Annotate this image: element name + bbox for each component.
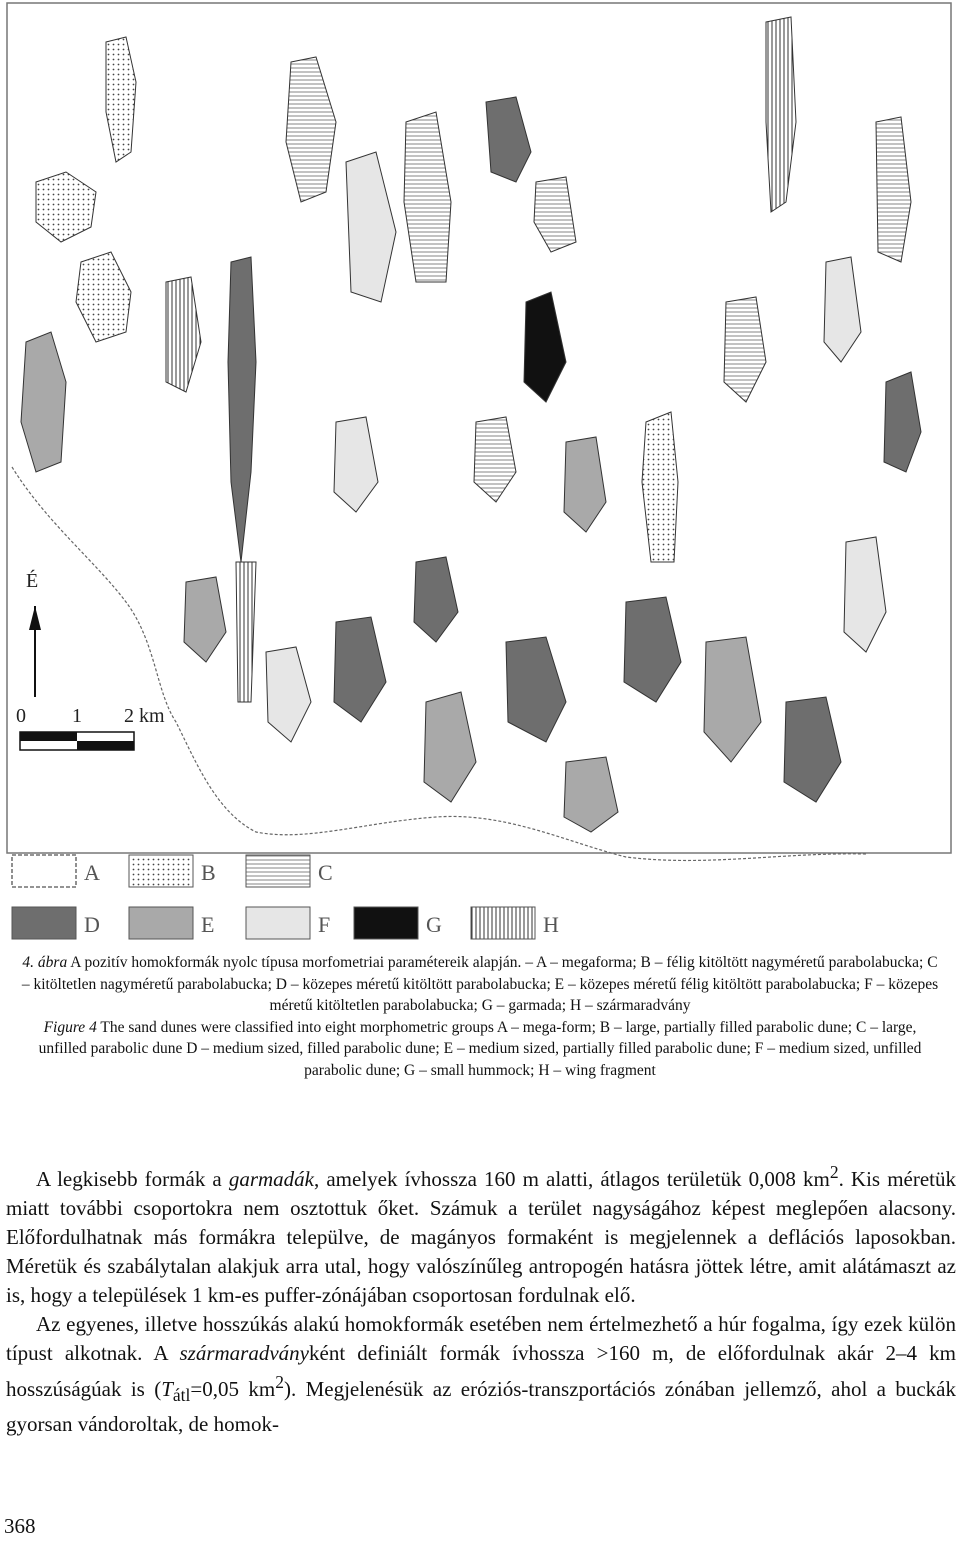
scale-label-0: 0 xyxy=(16,705,26,727)
caption-english xyxy=(20,1017,940,1082)
north-arrow xyxy=(26,569,41,697)
p1-italic-term: garmadák xyxy=(228,1167,314,1191)
p2-italic-term: szármaradvány xyxy=(179,1341,309,1365)
caption-en-text: The sand dunes were classified into eight morphometric groups A – mega-form; B – large, partially filled parabolic dune; C – large, unfilled parabolic dune D – medium sized, filled parabolic dune; E – medium sized, partially filled parabolic dune; F – medium sized, unfilled parabolic dune; G – small hummock; H – wing fragment xyxy=(38,1018,922,1079)
paragraph-1 xyxy=(6,1158,956,1310)
page-number: 368 xyxy=(4,1514,36,1538)
p2-text-b: ként definiált formák ívhossza >160 m, de előfordulnak akár 2–4 km hosszúságúak is ( xyxy=(6,1341,956,1401)
caption-en-label: Figure 4 xyxy=(43,1018,97,1036)
p2-italic-t: T xyxy=(161,1377,173,1401)
scale-label-2: 2 km xyxy=(124,705,165,727)
scale-label-1: 1 xyxy=(72,705,82,727)
legend-letter-h: H xyxy=(543,912,559,937)
figure-caption xyxy=(20,952,940,1081)
p1-text-c: . Kis méretük miatt további csoportokra nem osztottuk őket. Számuk a terület nagyságához képest meglepően alacsony. Előfordulhatnak más formákra települve, de magányos formaként is megjelennek a deflációs laposokban. Méretük és szabálytalan alakjuk arra utal, hogy valószínűleg antropogén hatásra jöttek létre, amit alátámaszt az is, hogy a települések 1 km-es puffer-zónájában csoportosan fordulnak elő. xyxy=(6,1167,956,1307)
north-label: É xyxy=(26,570,39,592)
legend-letter-e: E xyxy=(201,912,215,937)
body-text xyxy=(6,1158,956,1439)
p2-text-a: Az egyenes, illetve hosszúkás alakú homokformák esetében nem értelmezhető a húr fogalma, így ezek külön típust alkotnak. A xyxy=(6,1312,956,1365)
dune-classification-map xyxy=(6,2,952,942)
map-legend xyxy=(12,855,559,939)
p2-text-d: ). Megjelenésük az eróziós-transzportációs zónában jellemző, ahol a buckák gyorsan vándoroltak, de homok- xyxy=(6,1377,956,1437)
legend-letter-b: B xyxy=(201,860,216,885)
caption-hu-label: 4. ábra xyxy=(22,954,68,971)
caption-hungarian xyxy=(20,952,940,1017)
p1-text-b: , amelyek ívhossza 160 m alatti, átlagos területük 0,008 km xyxy=(314,1167,830,1191)
p1-text-a: A legkisebb formák a xyxy=(36,1167,229,1191)
legend-letter-f: F xyxy=(318,912,331,937)
p2-text-c: =0,05 km xyxy=(190,1377,276,1401)
map-svg xyxy=(6,2,952,942)
caption-hu-text: A pozitív homokformák nyolc típusa morfometriai paramétereik alapján. – A – megaforma; B – félig kitöltött nagyméretű parabolabucka; C – kitöltetlen nagyméretű parabolabucka; D – közepes méretű kitöltött parabolabucka; E – közepes méretű félig kitöltött parabolabucka; F – közepes méretű kitöltetlen parabolabucka; G – garmada; H – szármaradvány xyxy=(21,954,939,1014)
scale-bar xyxy=(16,705,165,750)
legend-letter-c: C xyxy=(318,860,333,885)
legend-letter-a: A xyxy=(84,860,100,885)
paragraph-2 xyxy=(6,1310,956,1439)
p2-subscript: átl xyxy=(172,1385,191,1406)
legend-letter-g: G xyxy=(426,912,442,937)
p2-superscript: 2 xyxy=(275,1372,284,1392)
p1-superscript: 2 xyxy=(829,1162,839,1182)
legend-letter-d: D xyxy=(84,912,100,937)
